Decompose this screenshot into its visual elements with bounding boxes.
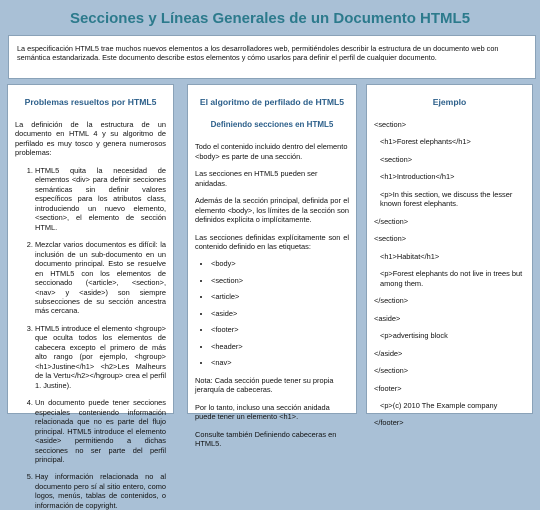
tag-item: • <aside> bbox=[211, 309, 349, 318]
algorithm-paragraph: Nota: Cada sección puede tener su propia jerarquía de cabeceras. bbox=[195, 375, 334, 395]
problems-lead: La definición de la estructura de un documento en HTML 4 y su algoritmo de perfilado es muy tosco y genera numerosos problemas: bbox=[15, 120, 166, 158]
example-code bbox=[374, 120, 525, 428]
tag-item: • <section> bbox=[211, 276, 349, 285]
code-line: </aside> bbox=[374, 348, 403, 358]
code-line: </footer> bbox=[374, 418, 404, 428]
algorithm-paragraph: Las secciones definidas explícitamente son el contenido definido en las etiquetas: bbox=[195, 232, 349, 251]
tag-item: • <footer> bbox=[211, 325, 349, 334]
tag-item: • <article> bbox=[211, 292, 349, 301]
code-line: <section> bbox=[380, 154, 413, 164]
algorithm-paragraph: Además de la sección principal, definida por el elemento <body>, los límites de la sección son definidos explícita o implícitamente. bbox=[195, 196, 349, 225]
tags-list bbox=[195, 259, 349, 367]
algorithm-paragraph: Por lo tanto, incluso una sección anidada puede tener un elemento <h1>. bbox=[195, 402, 330, 422]
problems-heading: Problemas resueltos por HTML5 bbox=[24, 97, 157, 107]
tag-item: • <body> bbox=[211, 259, 349, 268]
sections-subheading: Definiendo secciones en HTML5 bbox=[210, 120, 334, 129]
code-line: <p>In this section, we discuss the lesser known forest elephants. bbox=[380, 189, 515, 209]
problems-column bbox=[7, 84, 174, 510]
code-line: <h1>Introduction</h1> bbox=[380, 172, 455, 182]
problem-item: 2. Mezclar varios documentos es difícil: la inclusión de un sub-documento en un documento principal. Esto se resuelve en HTML5 con los elementos de seccionado (<article>, <section>, <nav> y <aside>) son siempre subsecciones de su sección ancestra más cercana. bbox=[35, 240, 166, 316]
code-line: <section> bbox=[374, 234, 407, 244]
problem-item: 1. HTML5 quita la necesidad de elementos <div> para definir secciones semánticas sin definir valores específicos para los atributos class, introduciendo un nuevo elemento, <section>, el elemento de sección HTML. bbox=[35, 166, 166, 232]
code-line: <aside> bbox=[374, 313, 401, 323]
code-line: <h1>Forest elephants</h1> bbox=[380, 137, 471, 147]
code-line: <p>Forest elephants do not live in trees but among them. bbox=[380, 269, 525, 288]
example-column bbox=[366, 84, 533, 428]
code-line: <footer> bbox=[374, 383, 402, 393]
code-line: </section> bbox=[374, 366, 409, 376]
tag-item: • <header> bbox=[211, 342, 349, 351]
tag-item: • <nav> bbox=[211, 358, 349, 367]
code-line: <h1>Habitat</h1> bbox=[380, 251, 440, 261]
problem-item: 3. HTML5 introduce el elemento <hgroup> que oculta todos los elementos de cabecera excepto el primero de más alto rango (por ejemplo, <hgroup> <h1>Justine</h1> <h2>Les Malheurs de la Vertu</h2></hgroup> crea el perfil 1. Justine). bbox=[35, 324, 166, 390]
code-line: <section> bbox=[374, 120, 407, 129]
algorithm-paragraph: Todo el contenido incluido dentro del elemento <body> es parte de una sección. bbox=[195, 142, 348, 161]
problem-item: 4. Un documento puede tener secciones especiales conteniendo información relacionada que no es parte del flujo principal. HTML5 introduce el elemento <aside> permitiendo a dichas secciones no ser parte del perfil principal. bbox=[35, 398, 166, 464]
code-line: <p>(c) 2010 The Example company bbox=[380, 400, 498, 410]
example-heading: Ejemplo bbox=[432, 97, 467, 107]
algorithm-column bbox=[187, 84, 357, 449]
intro-box bbox=[8, 35, 536, 79]
problem-item: 5. Hay información relacionada no al documento pero sí al sitio entero, como logos, menús, tablas de contenidos, o información de copyright. bbox=[35, 472, 166, 510]
algorithm-paragraph: Las secciones en HTML5 pueden ser anidadas. bbox=[195, 169, 318, 188]
algorithm-paragraph: Consulte también Definiendo cabeceras en HTML5. bbox=[195, 429, 337, 449]
intro-text: La especificación HTML5 trae muchos nuevos elementos a los desarrolladores web, permitiéndoles describir la estructura de un documento web con semántica estandarizada. Este documento describe estos elementos y cómo usarlos para definir el perfil de cualquier documento. bbox=[17, 44, 499, 63]
algorithm-heading: El algoritmo de perfilado de HTML5 bbox=[199, 97, 345, 107]
code-line: </section> bbox=[374, 216, 409, 226]
code-line: </section> bbox=[374, 296, 409, 306]
page-title: Secciones y Líneas Generales de un Documento HTML5 bbox=[69, 10, 471, 27]
code-line: <p>advertising block bbox=[380, 331, 448, 341]
problems-list bbox=[15, 166, 166, 510]
